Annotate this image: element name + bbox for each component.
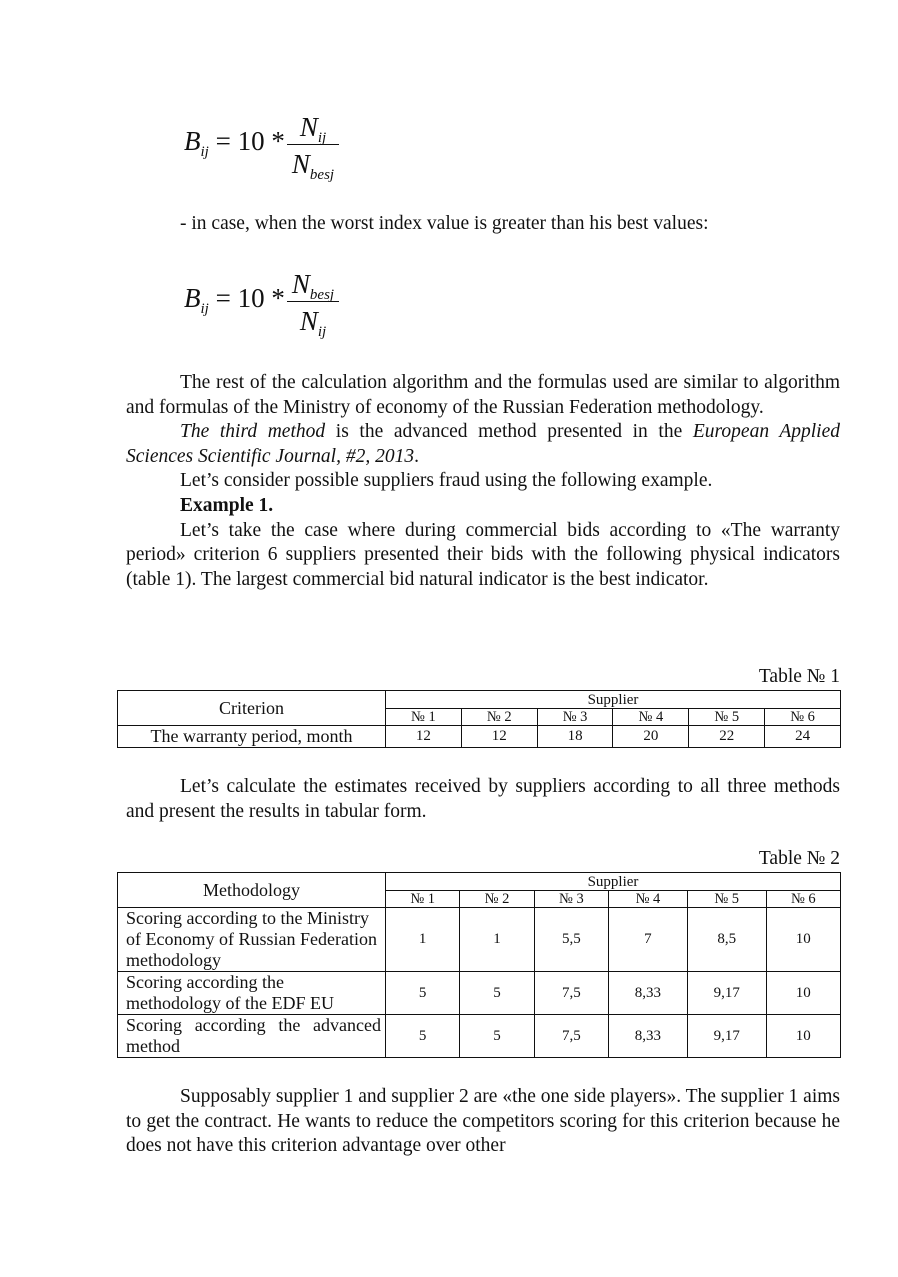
table-cell: 7,5 (534, 972, 608, 1015)
table-cell: 7,5 (534, 1015, 608, 1058)
table-warranty (117, 690, 841, 748)
table-cell: 20 (613, 726, 689, 748)
supplier-col-header: № 1 (386, 891, 460, 908)
table-cell: 8,5 (687, 908, 766, 972)
table2-caption: Table № 2 (758, 848, 840, 869)
fraction-denominator: $N_{ij}$ (299, 306, 327, 340)
table-cell: 1 (386, 908, 460, 972)
supplier-col-header: № 5 (689, 709, 765, 726)
fraction-numerator: $N_{ij}$ (299, 112, 327, 146)
example-heading: Example 1. (180, 494, 274, 516)
table-row (118, 972, 841, 1015)
row-label: Scoring according the advanced method (118, 1015, 386, 1058)
table-row (118, 726, 841, 748)
methodology-header: Methodology (118, 873, 386, 908)
formula-fraction (286, 267, 340, 340)
journal-reference: European Applied Sciences Scientific Journal, #2, 2013 (126, 421, 841, 467)
row-label: The warranty period, month (118, 726, 386, 748)
body-text-block (126, 371, 840, 592)
supplier-col-header: № 5 (687, 891, 766, 908)
paragraph-calculate: Let’s calculate the estimates received by suppliers according to all three methods and present the results in tabular form. (126, 776, 840, 822)
fraction-numerator: $N_{besj}$ (291, 269, 335, 303)
supplier-col-header: № 1 (386, 709, 462, 726)
table-cell: 5 (386, 972, 460, 1015)
condition-text: - in case, when the worst index value is greater than his best values: (180, 213, 709, 234)
row-label: Scoring according the methodology of the EDF EU (118, 972, 386, 1015)
row-label: Scoring according to the Ministry of Economy of Russian Federation methodology (118, 908, 386, 972)
supplier-group-header: Supplier (386, 691, 841, 709)
table-cell: 10 (766, 908, 840, 972)
table-cell: 10 (766, 972, 840, 1015)
paragraph-one-side-players: Supposably supplier 1 and supplier 2 are «the one side players». The supplier 1 aims to get the contract. He wants to reduce the competitors scoring for this criterion because he does not have this criterion advantage over other (126, 1086, 840, 1157)
table-cell: 5,5 (534, 908, 608, 972)
table-cell: 9,17 (687, 1015, 766, 1058)
paragraph-fraud-intro: Let’s consider possible suppliers fraud using the following example. (180, 470, 713, 492)
paragraph-example: Let’s take the case where during commercial bids according to «The warranty period» criterion 6 suppliers presented their bids with the following physical indicators (table 1). The largest commercial bid natural indicator is the best indicator. (126, 519, 840, 590)
table-cell: 9,17 (687, 972, 766, 1015)
supplier-col-header: № 4 (613, 709, 689, 726)
table1-caption: Table № 1 (758, 666, 840, 687)
table-cell: 5 (460, 972, 534, 1015)
table-cell: 12 (461, 726, 537, 748)
third-method-term: The third method (180, 421, 326, 443)
supplier-col-header: № 3 (537, 709, 613, 726)
supplier-col-header: № 2 (460, 891, 534, 908)
table-row (118, 1015, 841, 1058)
supplier-col-header: № 2 (461, 709, 537, 726)
supplier-group-header: Supplier (386, 873, 841, 891)
table-cell: 24 (765, 726, 841, 748)
table-scoring (117, 872, 841, 1058)
supplier-col-header: № 6 (766, 891, 840, 908)
table-row (118, 908, 841, 972)
formula-lhs: $B_{ij} = 10$ * (184, 283, 285, 317)
paragraph-third-method: The third method is the advanced method presented in the European Applied Sciences Scientific Journal, #2, 2013. (126, 421, 841, 467)
supplier-col-header: № 6 (765, 709, 841, 726)
paragraph-algorithm: The rest of the calculation algorithm and the formulas used are similar to algorithm and formulas of the Ministry of economy of the Russian Federation methodology. (126, 372, 840, 418)
formula-lhs: $B_{ij} = 10$ * (184, 126, 285, 160)
criterion-header: Criterion (118, 691, 386, 726)
table-cell: 12 (386, 726, 462, 748)
formula-fraction (286, 110, 340, 183)
supplier-col-header: № 3 (534, 891, 608, 908)
table-cell: 10 (766, 1015, 840, 1058)
table-cell: 7 (609, 908, 688, 972)
supplier-col-header: № 4 (609, 891, 688, 908)
fraction-denominator: $N_{besj}$ (291, 149, 335, 183)
table-cell: 8,33 (609, 972, 688, 1015)
table-cell: 18 (537, 726, 613, 748)
table-cell: 22 (689, 726, 765, 748)
table-cell: 5 (386, 1015, 460, 1058)
table-cell: 8,33 (609, 1015, 688, 1058)
table-cell: 1 (460, 908, 534, 972)
table-cell: 5 (460, 1015, 534, 1058)
